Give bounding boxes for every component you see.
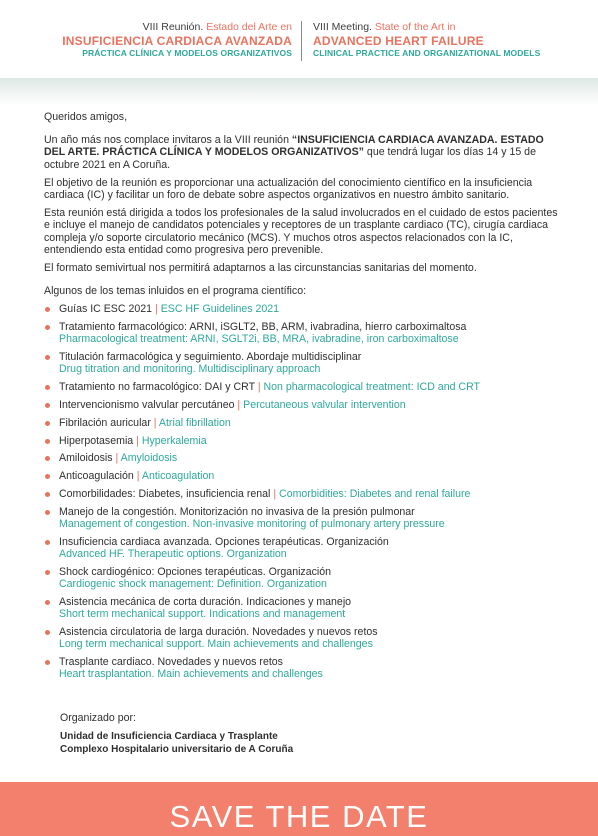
organizer-block: [60, 712, 293, 756]
topic-english: Atrial fibrillation: [158, 416, 231, 429]
topic-english: Advanced HF. Therapeutic options. Organization: [59, 548, 287, 561]
header-en-meeting-line: [313, 21, 540, 34]
topic-english: Comorbidities: Diabetes and renal failure: [279, 488, 471, 501]
bullet-icon: [45, 385, 50, 390]
topic-item: [44, 452, 562, 464]
bullet-icon: [45, 600, 50, 605]
bullet-icon: [45, 540, 50, 545]
topic-spanish: Hiperpotasemia: [59, 434, 134, 447]
bullet-icon: [45, 474, 50, 479]
topic-english: Non pharmacological treatment: ICD and CRT: [263, 381, 480, 394]
header-en-title: ADVANCED HEART FAILURE: [313, 34, 484, 48]
bullet-icon: [45, 307, 50, 312]
header-en-subtitle: CLINICAL PRACTICE AND ORGANIZATIONAL MODELS: [313, 48, 541, 58]
greeting: Queridos amigos,: [44, 111, 128, 123]
header-en-subject: State of the Art in: [374, 21, 456, 33]
intro-end: que tendrá lugar los días 14 y 15 de octubre 2021 en A Coruña.: [44, 146, 536, 171]
topic-spanish: Guías IC ESC 2021: [59, 303, 153, 316]
topic-item: [44, 381, 562, 393]
header-divider: [301, 21, 302, 61]
bullet-icon: [45, 570, 50, 575]
header-es-meeting: VIII Reunión.: [142, 21, 204, 33]
bullet-icon: [45, 439, 50, 444]
topic-english: Long term mechanical support. Main achievements and challenges: [59, 638, 373, 651]
organizer-hospital: Complexo Hospitalario universitario de A Coruña: [60, 744, 294, 755]
topic-spanish: Manejo de la congestión. Monitorización no invasiva de la presión pulmonar: [59, 505, 415, 518]
paragraph-intro: [44, 134, 562, 171]
topic-spanish: Tratamiento no farmacológico: DAI y CRT: [59, 381, 255, 394]
topic-item: [44, 303, 562, 315]
topic-english: Anticoagulation: [141, 470, 215, 483]
topic-spanish: Titulación farmacológica y seguimiento. Abordaje multidisciplinar: [59, 351, 362, 364]
topic-separator: |: [133, 470, 142, 483]
paragraph-objective: El objetivo de la reunión es proporcionar una actualización del conocimiento científico en la insuficiencia cardiaca (IC) y facilitar un foro de debate sobre aspectos organizativos en nuestro ámbito sanitario.: [44, 176, 533, 202]
bullet-icon: [45, 510, 50, 515]
topic-spanish: Anticoagulación: [59, 470, 134, 483]
bullet-icon: [45, 456, 50, 461]
header-es-subtitle: PRÁCTICA CLÍNICA Y MODELOS ORGANIZATIVOS: [82, 48, 292, 58]
topic-english: Hyperkalemia: [141, 434, 207, 447]
bullet-icon: [45, 660, 50, 665]
topic-item: [44, 488, 562, 500]
bullet-icon: [45, 325, 50, 330]
bullet-icon: [45, 421, 50, 426]
topic-spanish: Comorbilidades: Diabetes, insuficiencia renal: [59, 488, 271, 501]
organizer-unit: Unidad de Insuficiencia Cardiaca y Trasplante: [60, 731, 278, 742]
topic-separator: |: [254, 381, 264, 394]
intro-event-name: “INSUFICIENCIA CARDIACA AVANZADA. ESTADO DEL ARTE. PRÁCTICA CLÍNICA Y MODELOS ORGANIZATIVOS”: [44, 134, 544, 159]
topic-english: Drug titration and monitoring. Multidisciplinary approach: [59, 363, 321, 376]
bullet-icon: [45, 355, 50, 360]
topic-english: Percutaneous valvular intervention: [243, 399, 406, 412]
topic-spanish: Fibrilación auricular: [59, 416, 151, 429]
header-es-meeting-line: [62, 21, 292, 34]
topics-list: [44, 303, 562, 680]
topic-spanish: Intervencionismo valvular percutáneo: [59, 399, 235, 412]
intro-start: Un año más nos complace invitaros a la VIII reunión: [44, 134, 292, 147]
topic-separator: |: [133, 434, 142, 447]
topic-english: Amyloidosis: [120, 452, 178, 465]
bullet-icon: [45, 630, 50, 635]
topic-item: [44, 626, 562, 650]
header-en-meeting: VIII Meeting.: [313, 21, 372, 33]
topic-spanish: Amiloidosis: [59, 452, 113, 465]
topic-spanish: Insuficiencia cardiaca avanzada. Opciones terapéuticas. Organización: [59, 535, 389, 548]
topic-english: Heart trasplantation. Main achievements and challenges: [59, 668, 323, 681]
topic-english: Management of congestion. Non-invasive monitoring of pulmonary artery pressure: [59, 518, 445, 531]
topic-item: [44, 417, 562, 429]
header-es-title: INSUFICIENCIA CARDIACA AVANZADA: [62, 34, 292, 48]
topic-spanish: Asistencia circulatoria de larga duración. Novedades y nuevos retos: [59, 625, 378, 638]
letter-body: [44, 111, 562, 686]
paragraph-format: El formato semivirtual nos permitirá adaptarnos a las circunstancias sanitarias del momento.: [44, 262, 477, 275]
topic-item: [44, 506, 562, 530]
header-shadow: [0, 78, 598, 106]
topic-english: Pharmacological treatment: ARNI, SGLT2i, BB, MRA, ivabradine, iron carboximaltose: [59, 333, 459, 346]
header-spanish: [62, 21, 292, 59]
topic-separator: |: [150, 416, 159, 429]
topics-title: Algunos de los temas inluidos en el programa científico:: [44, 285, 307, 298]
bullet-icon: [45, 492, 50, 497]
topic-english: Short term mechanical support. Indications and management: [59, 608, 346, 621]
topic-english: ESC HF Guidelines 2021: [160, 303, 280, 316]
topic-item: [44, 351, 562, 375]
topic-item: [44, 321, 562, 345]
topic-separator: |: [112, 452, 121, 465]
bullet-icon: [45, 403, 50, 408]
topic-item: [44, 399, 562, 411]
topic-item: [44, 566, 562, 590]
topic-spanish: Tratamiento farmacológico: ARNI, iSGLT2, BB, ARM, ivabradina, hierro carboximaltosa: [59, 321, 467, 334]
topic-separator: |: [234, 399, 244, 412]
organizer-label: Organizado por:: [60, 712, 136, 724]
header-english: [313, 21, 540, 59]
topic-separator: |: [152, 303, 161, 316]
topic-item: [44, 470, 562, 482]
topic-item: [44, 596, 562, 620]
save-the-date-text: SAVE THE DATE: [169, 799, 429, 834]
topic-item: [44, 536, 562, 560]
topic-spanish: Trasplante cardiaco. Novedades y nuevos retos: [59, 655, 283, 668]
topic-item: [44, 656, 562, 680]
header-es-subject: Estado del Arte en: [206, 21, 292, 33]
topic-item: [44, 435, 562, 447]
topic-spanish: Asistencia mecánica de corta duración. Indicaciones y manejo: [59, 595, 352, 608]
topic-english: Cardiogenic shock management: Definition. Organization: [59, 578, 327, 591]
topic-separator: |: [270, 488, 280, 501]
paragraph-audience: Esta reunión está dirigida a todos los profesionales de la salud involucrados en el cuidado de estos pacientes e incluye el manejo de candidatos potenciales y receptores de un trasplante cardiaco (TC), cirugía cardiaca compleja y/o soporte circulatorio mecánico (MCS). Y muchos otros aspectos relacionados con la IC, entendiendo esta entidad como progresiva pero prevenible.: [44, 207, 558, 256]
topic-spanish: Shock cardiogénico: Opciones terapéuticas. Organización: [59, 565, 332, 578]
